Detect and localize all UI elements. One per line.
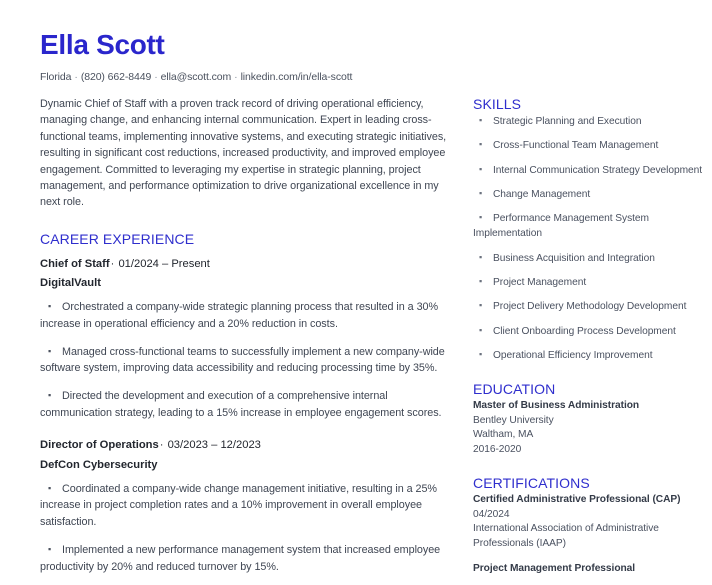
skill-item <box>473 324 705 339</box>
skill-item <box>473 138 705 153</box>
sidebar-column <box>473 96 705 585</box>
education-school: Bentley University <box>473 414 554 426</box>
skill-item <box>473 275 705 290</box>
bullet-icon: ▪ <box>479 187 483 198</box>
contact-separator-icon: · <box>154 70 158 83</box>
job-bullet-list <box>40 299 455 421</box>
certification-entry <box>473 493 705 551</box>
job-company: DigitalVault <box>40 277 101 290</box>
job-bullet <box>40 388 455 421</box>
job-title: Chief of Staff <box>40 257 110 270</box>
section-heading-certifications: CERTIFICATIONS <box>473 475 590 492</box>
skill-label: Operational Efficiency Improvement <box>493 349 653 361</box>
job-title-line <box>40 437 455 453</box>
main-column <box>40 96 455 585</box>
experience-entry <box>40 437 455 575</box>
bullet-icon: ▪ <box>479 348 483 359</box>
skill-label: Project Management <box>493 277 587 289</box>
skill-item <box>473 251 705 266</box>
contact-phone: (820) 662-8449 <box>80 70 152 83</box>
skill-item <box>473 114 705 129</box>
job-title: Director of Operations <box>40 439 159 452</box>
contact-email[interactable]: ella@scott.com <box>160 70 232 83</box>
job-bullet <box>40 481 455 531</box>
contact-separator-icon: · <box>234 70 238 83</box>
skill-label: Business Acquisition and Integration <box>493 252 655 264</box>
candidate-name: Ella Scott <box>40 29 165 60</box>
bullet-icon: ▪ <box>48 390 52 401</box>
section-heading-skills: SKILLS <box>473 96 522 112</box>
bullet-icon: ▪ <box>48 301 52 312</box>
skill-item <box>473 299 705 314</box>
skill-label: Change Management <box>493 188 591 200</box>
contact-location: Florida <box>40 70 72 83</box>
job-bullet-list <box>40 481 455 576</box>
job-bullet-text: Managed cross-functional teams to successfully implement a new company-wide software system, improving data accessibility and reducing processing time by 35%. <box>40 345 445 375</box>
job-bullet <box>40 344 455 377</box>
job-dates: 01/2024 – Present <box>118 257 210 270</box>
bullet-icon: ▪ <box>479 300 483 311</box>
job-bullet-text: Orchestrated a company-wide strategic planning process that resulted in a 30% increase in operational efficiency and a 20% reduction in costs. <box>40 301 439 330</box>
bullet-icon: ▪ <box>479 163 483 174</box>
bullet-icon: ▪ <box>48 482 52 493</box>
skill-label: Project Delivery Methodology Development <box>493 301 687 313</box>
skill-label: Cross-Functional Team Management <box>493 140 659 152</box>
contact-linkedin[interactable]: linkedin.com/in/ella-scott <box>240 70 353 83</box>
skill-item <box>473 163 705 178</box>
job-separator-icon: · <box>159 439 164 452</box>
certification-issuer: International Association of Administrative Professionals (IAAP) <box>473 523 659 549</box>
education-years: 2016-2020 <box>473 443 522 455</box>
job-bullet-text: Implemented a new performance management system that increased employee productivity by 20% and reduced turnover by 15%. <box>40 543 441 573</box>
professional-summary: Dynamic Chief of Staff with a proven track record of driving operational efficiency, managing change, and enhancing internal communication. Expert in leading cross-functional teams, implementing innovative systems, and executing strategic initiatives, resulting in significant cost reductions, increased productivity, and improved employee engagement. Committed to leveraging my expertise in strategic planning, project management, and performance optimization to drive organizational excellence in my next role. <box>40 98 447 209</box>
resume-header <box>40 30 460 83</box>
job-bullet <box>40 299 455 332</box>
job-dates: 03/2023 – 12/2023 <box>167 439 261 452</box>
job-bullet-text: Directed the development and execution of a comprehensive internal communication strategy, leading to a 15% increase in employee engagement scores. <box>40 390 442 419</box>
skill-item <box>473 211 705 242</box>
job-bullet <box>40 542 455 575</box>
contact-separator-icon: · <box>74 70 78 83</box>
section-heading-experience: CAREER EXPERIENCE <box>40 230 195 247</box>
bullet-icon: ▪ <box>479 212 483 223</box>
skill-item <box>473 187 705 202</box>
job-bullet-text: Coordinated a company-wide change management initiative, resulting in a 25% increase in project completion rates and a 10% improvement in overall employee satisfaction. <box>40 482 437 529</box>
bullet-icon: ▪ <box>479 251 483 262</box>
education-degree: Master of Business Administration <box>473 400 640 412</box>
certification-name: Certified Administrative Professional (CAP) <box>473 494 681 506</box>
contact-line <box>40 71 460 83</box>
skill-item <box>473 348 705 363</box>
certification-name: Project Management Professional <box>473 563 636 575</box>
bullet-icon: ▪ <box>479 276 483 287</box>
job-separator-icon: · <box>110 257 115 270</box>
bullet-icon: ▪ <box>479 324 483 335</box>
experience-entry <box>40 256 455 422</box>
education-entry <box>473 399 705 457</box>
skill-label: Internal Communication Strategy Development <box>493 164 703 176</box>
skills-list <box>473 114 705 363</box>
job-company: DefCon Cybersecurity <box>40 458 158 471</box>
bullet-icon: ▪ <box>48 345 52 356</box>
bullet-icon: ▪ <box>479 139 483 150</box>
bullet-icon: ▪ <box>479 115 483 125</box>
skill-label: Performance Management System Implementation <box>473 213 649 240</box>
bullet-icon: ▪ <box>48 543 52 554</box>
education-location: Waltham, MA <box>473 429 534 441</box>
certification-date: 04/2024 <box>473 508 510 520</box>
job-title-line <box>40 256 455 272</box>
section-heading-education: EDUCATION <box>473 381 556 398</box>
skill-label: Client Onboarding Process Development <box>493 325 676 337</box>
skill-label: Strategic Planning and Execution <box>493 116 642 127</box>
certification-entry <box>473 562 705 576</box>
